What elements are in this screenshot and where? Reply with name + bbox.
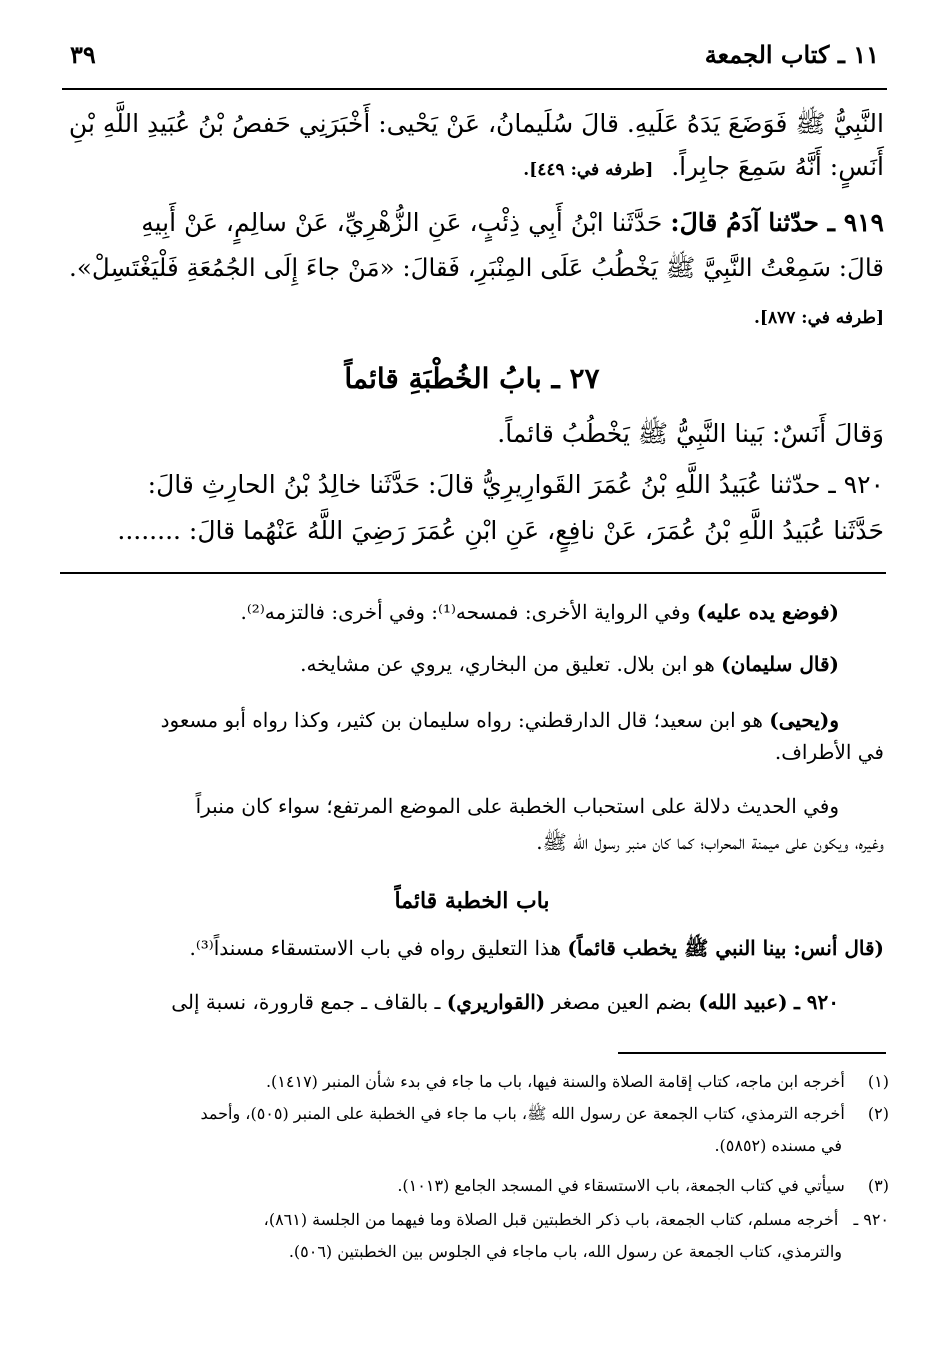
commentary-1 [241,600,839,624]
footnote-text: أخرجه ابن ماجه، كتاب إقامة الصلاة والسنة فيها، باب ما جاء في بدء شأن المنبر (١٤١٧). [265,1072,845,1091]
footnote-2-line-1 [200,1104,889,1127]
commentary-5-text: هذا التعليق رواه في باب الاستسقاء مسنداً⁽³⁾. [189,936,562,960]
cross-reference: [طرفه في: ٤٤٩]. [523,160,654,180]
footnote-number: ٩٢٠ ـ [853,1210,889,1229]
commentary-5-lemma: (قال أنس: بينا النبي ﷺ يخطب قائماً) [567,936,884,960]
commentary-6-text-2: ـ بالقاف ـ جمع قارورة، نسبة إلى [171,990,441,1014]
anas-ta-liq: وَقالَ أَنَسٌ: بَينا النَّبِيُّ ﷺ يَخْطُبُ قائماً. [497,419,884,448]
hadith-920-line-2: حَدَّثَنا عُبَيدُ اللَّهِ بْنُ عُمَرَ، عَنْ نافِعٍ، عَنِ ابْنِ عُمَرَ رَضِيَ اللَّهُ عَنْهُما قالَ: ........ [117,516,884,545]
footnote-1 [266,1072,889,1091]
commentary-6-lemma-2: (القواريري) [446,990,546,1014]
header-rule [62,88,887,90]
commentary-sub-heading: باب الخطبة قائماً [394,888,550,914]
commentary-3-line-2: في الأطراف. [774,740,884,764]
commentary-6-lemma-1: (عبيد الله) [698,990,788,1014]
commentary-6 [171,990,839,1014]
chapter-heading: ٢٧ ـ بابُ الخُطْبَةِ قائماً [344,362,600,395]
main-line-2 [523,152,884,181]
footnote-number: (٣) [867,1176,889,1195]
footnote-920-line-2: والترمذي، كتاب الجمعة عن رسول الله، باب ماجاء في الجلوس بين الخطبتين (٥٠٦). [288,1242,842,1261]
footnote-rule [618,1052,886,1054]
hadith-919-number: ٩١٩ ـ حدّثنا آدَمُ قالَ: [670,208,884,237]
hadith-919-cross-reference: [طرفه في: ٨٧٧]. [754,308,884,328]
main-line-1: النَّبِيُّ ﷺ فَوَضَعَ يَدَهُ عَلَيهِ. قالَ سُلَيمانُ، عَنْ يَحْيى: أَخْبَرَنِي حَفصُ بْنُ عُبَيدِ اللَّهِ بْنِ [68,109,884,138]
commentary-5 [189,936,884,965]
footnote-text: أخرجه مسلم، كتاب الجمعة، باب ذكر الخطبتين قبل الصلاة وما فيهما من الجلسة (٨٦١)، [263,1210,839,1229]
commentary-3-line-1 [161,708,839,732]
footnote-number: (٢) [867,1104,889,1123]
commentary-4-line-2: وغيره، ويكون على ميمنة المحراب؛ كما كان منبر رسول الله ﷺ. [536,830,884,854]
hadith-919-line-1 [141,208,884,237]
commentary-1-text: وفي الرواية الأخرى: فمسحه⁽¹⁾: وفي أخرى: فالتزمه⁽²⁾. [240,600,691,624]
footnote-number: (١) [867,1072,889,1091]
commentary-3-text: هو ابن سعيد؛ قال الدارقطني: رواه سليمان بن كثير، وكذا رواه أبو مسعود [160,708,763,732]
commentary-6-number: ٩٢٠ ـ [793,990,839,1014]
commentary-2 [300,652,839,676]
hadith-919-line-2: قالَ: سَمِعْتُ النَّبِيَّ ﷺ يَخْطُبُ عَلَى المِنْبَرِ، فَقالَ: «مَنْ جاءَ إِلَى الجُمُعَةِ فَلْيَغْتَسِلْ». [69,253,884,282]
commentary-separator [60,572,886,574]
running-header-title: ١١ ـ كتاب الجمعة [704,40,879,69]
commentary-4-line-1: وفي الحديث دلالة على استحباب الخطبة على الموضع المرتفع؛ سواء كان منبراً [195,794,839,818]
footnote-920-line-1 [264,1210,889,1229]
commentary-1-lemma: (فوضع يده عليه) [696,600,839,624]
main-line-2-text: أَنَسٍ: أَنَّهُ سَمِعَ جابِراً. [671,152,884,181]
commentary-2-lemma: (قال سليمان) [721,652,839,676]
footnote-2-line-2: في مسنده (٥٨٥٢). [714,1136,842,1155]
footnote-3 [397,1176,889,1195]
commentary-2-text: هو ابن بلال. تعليق من البخاري، يروي عن مشايخه. [300,652,715,676]
commentary-6-text-1: بضم العين مصغر [551,990,692,1014]
hadith-919-text: حَدَّثَنا ابْنُ أَبِي ذِئْبٍ، عَنِ الزُّهْرِيِّ، عَنْ سالِمٍ، عَنْ أَبِيهِ [141,208,663,237]
commentary-3-lemma: و(يحيى) [769,708,839,732]
footnote-text: أخرجه الترمذي، كتاب الجمعة عن رسول الله ﷺ، باب ما جاء في الخطبة على المنبر (٥٠٥)، وأحمد [200,1104,845,1123]
page-number: ٣٩ [70,40,96,69]
hadith-920-line-1: ٩٢٠ ـ حدّثنا عُبَيدُ اللَّهِ بْنُ عُمَرَ القَوارِيرِيُّ قالَ: حَدَّثَنا خالِدُ بْنُ الحارِثِ قالَ: [147,470,884,499]
footnote-text: سيأتي في كتاب الجمعة، باب الاستسقاء في المسجد الجامع (١٠١٣). [397,1176,845,1195]
